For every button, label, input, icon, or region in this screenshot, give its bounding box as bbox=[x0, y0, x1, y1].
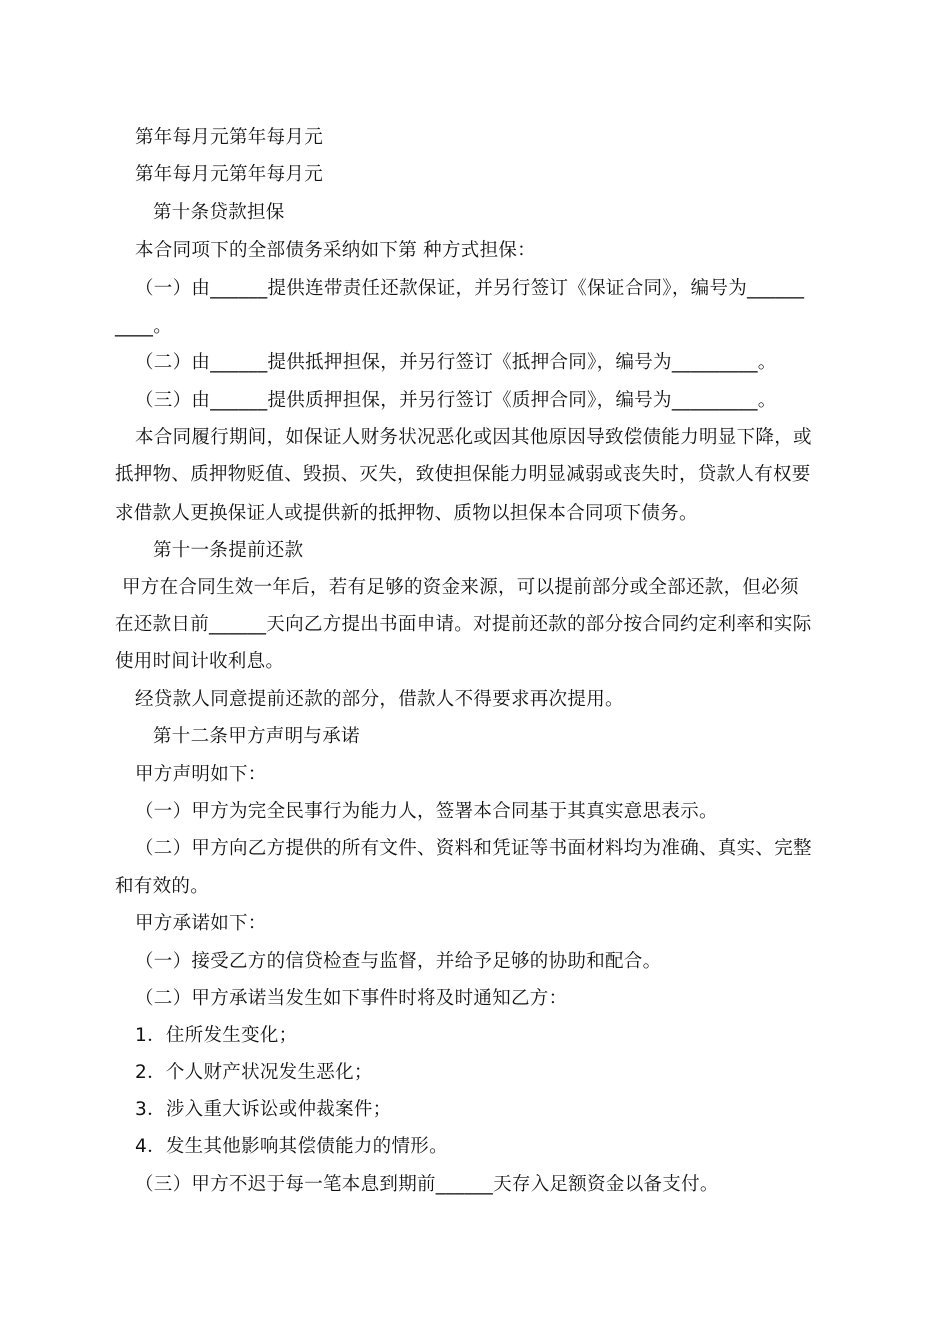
section-heading: 第十二条甲方声明与承诺 bbox=[153, 726, 360, 747]
section-heading: 第十一条提前还款 bbox=[153, 540, 304, 561]
text-line: 第年每月元第年每月元 bbox=[135, 164, 324, 185]
text-line: 经贷款人同意提前还款的部分，借款人不得要求再次提用。 bbox=[135, 689, 624, 710]
list-item: 3．涉入重大诉讼或仲裁案件； bbox=[135, 1099, 392, 1120]
text-line: 甲方声明如下： bbox=[135, 764, 267, 785]
text-line: 和有效的。 bbox=[115, 876, 210, 897]
section-heading: 第十条贷款担保 bbox=[153, 202, 285, 223]
text-line: 本合同项下的全部债务采纳如下第 种方式担保： bbox=[135, 240, 536, 261]
text-line: 使用时间计收利息。 bbox=[115, 651, 285, 672]
text-line: （一）由______提供连带责任还款保证，并另行签订《保证合同》，编号为______ bbox=[135, 278, 805, 299]
text-line: 第年每月元第年每月元 bbox=[135, 127, 324, 148]
list-item: 1．住所发生变化； bbox=[135, 1025, 298, 1046]
text-line: 在还款日前______天向乙方提出书面申请。对提前还款的部分按合同约定利率和实际 bbox=[115, 614, 812, 635]
text-line: 抵押物、质押物贬值、毁损、灭失，致使担保能力明显减弱或丧失时，贷款人有权要 bbox=[115, 464, 811, 485]
text-line: （三）甲方不迟于每一笔本息到期前______天存入足额资金以备支付。 bbox=[135, 1174, 719, 1195]
text-line: （二）由______提供抵押担保，并另行签订《抵押合同》，编号为_________。 bbox=[135, 352, 777, 373]
list-item: 2．个人财产状况发生恶化； bbox=[135, 1062, 373, 1083]
text-line: （三）由______提供质押担保，并另行签订《质押合同》，编号为_________。 bbox=[135, 390, 777, 411]
text-line: （一）接受乙方的信贷检查与监督，并给予足够的协助和配合。 bbox=[135, 951, 662, 972]
text-line: （一）甲方为完全民事行为能力人，签署本合同基于其真实意思表示。 bbox=[135, 801, 718, 822]
text-line: 甲方在合同生效一年后，若有足够的资金来源，可以提前部分或全部还款，但必须 bbox=[122, 577, 799, 598]
text-line: 本合同履行期间，如保证人财务状况恶化或因其他原因导致偿债能力明显下降，或 bbox=[135, 427, 812, 448]
text-line: （二）甲方向乙方提供的所有文件、资料和凭证等书面材料均为准确、真实、完整 bbox=[135, 838, 812, 859]
text-line: 甲方承诺如下： bbox=[135, 913, 267, 934]
text-line: ____。 bbox=[115, 316, 173, 337]
list-item: 4．发生其他影响其偿债能力的情形。 bbox=[135, 1136, 448, 1157]
text-line: 求借款人更换保证人或提供新的抵押物、质物以担保本合同项下债务。 bbox=[115, 503, 698, 524]
text-line: （二）甲方承诺当发生如下事件时将及时通知乙方： bbox=[135, 988, 568, 1009]
